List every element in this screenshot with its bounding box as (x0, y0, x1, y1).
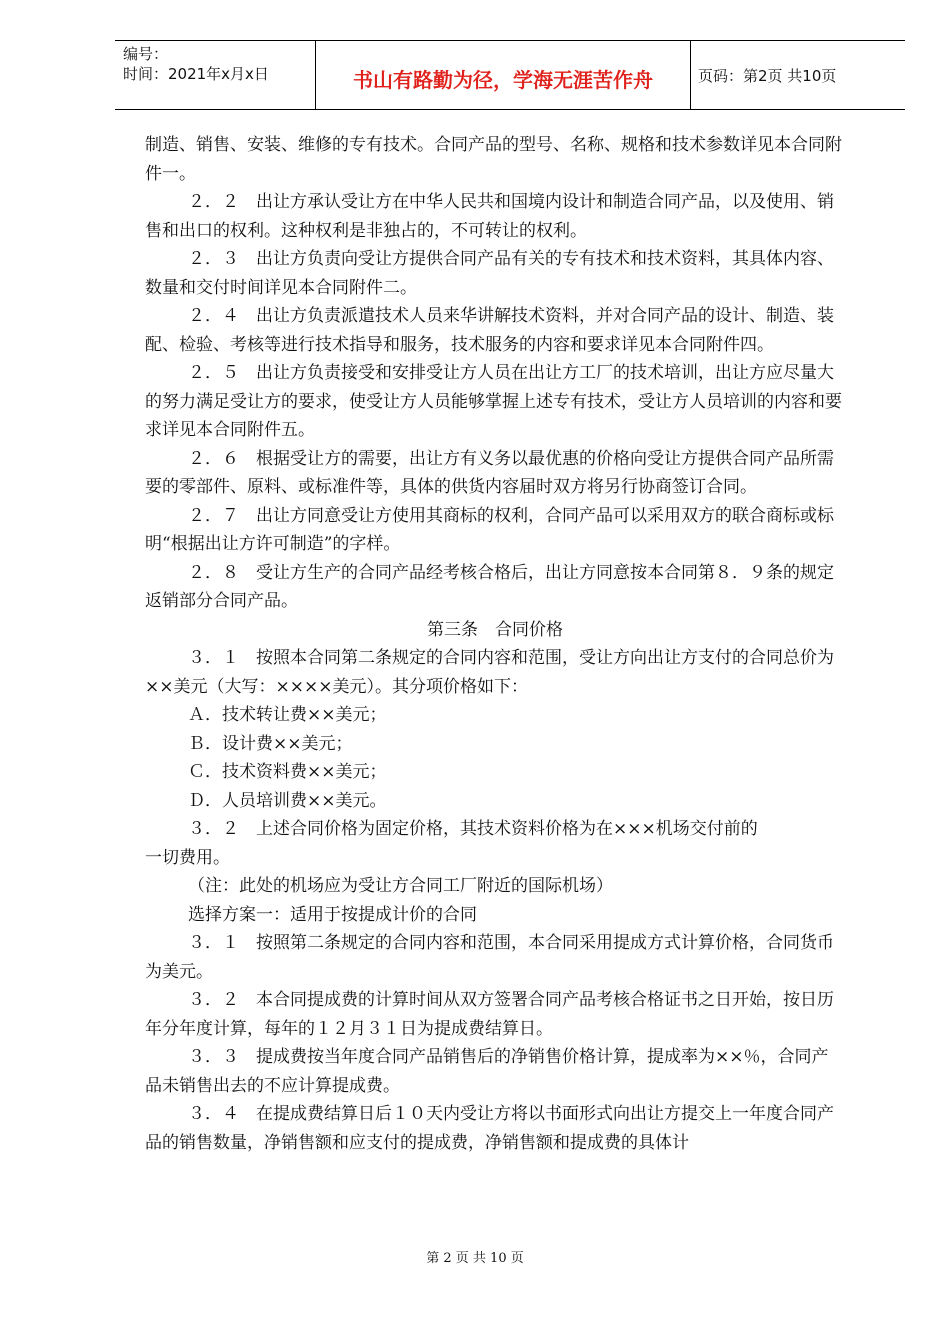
document-time-label: 时间：2021年x月x日 (123, 65, 269, 83)
paragraph-continuation: 制造、销售、安装、维修的专有技术。合同产品的型号、名称、规格和技术参数详见本合同附件一。 (145, 135, 842, 184)
clause-2-7: ２．７ 出让方同意受让方使用其商标的权利，合同产品可以采用双方的联合商标或标明“根据出让方许可制造”的字样。 (145, 505, 834, 554)
price-item-b: Ｂ．设计费××美元； (188, 733, 353, 754)
header-motto: 书山有路勤为径，学海无涯苦作舟 (353, 68, 653, 92)
document-body (145, 131, 845, 1157)
price-item-a: Ａ．技术转让费××美元； (188, 705, 387, 725)
page-footer: 第 2 页 共 10 页 (426, 1251, 524, 1266)
clause-2-2: ２．２ 出让方承认受让方在中华人民共和国境内设计和制造合同产品，以及使用、销售和出口的权利。这种权利是非独占的，不可转让的权利。 (145, 192, 834, 241)
option-clause-3-4: ３．４ 在提成费结算日后１０天内受让方将以书面形式向出让方提交上一年度合同产品的销售数量，净销售额和应支付的提成费，净销售额和提成费的具体计 (145, 1104, 834, 1153)
option-one-heading: 选择方案一：适用于按提成计价的合同 (188, 904, 477, 925)
header-meta (115, 41, 315, 109)
option-clause-3-1: ３．１ 按照第二条规定的合同内容和范围，本合同采用提成方式计算价格，合同货币为美元。 (145, 933, 834, 982)
header-page-cell (690, 41, 905, 109)
note-airport: （注：此处的机场应为受让方合同工厂附近的国际机场） (188, 876, 613, 896)
clause-2-4: ２．４ 出让方负责派遣技术人员来华讲解技术资料，并对合同产品的设计、制造、装配、检验、考核等进行技术指导和服务，技术服务的内容和要求详见本合同附件四。 (145, 306, 834, 355)
price-item-d: Ｄ．人员培训费××美元。 (188, 790, 387, 811)
clause-3-1: ３．１ 按照本合同第二条规定的合同内容和范围，受让方向出让方支付的合同总价为××美元（大写：××××美元）。其分项价格如下： (145, 648, 834, 697)
header-table (115, 40, 905, 110)
clause-2-8: ２．８ 受让方生产的合同产品经考核合格后，出让方同意按本合同第８．９条的规定返销部分合同产品。 (145, 562, 834, 611)
option-clause-3-3: ３．３ 提成费按当年度合同产品销售后的净销售价格计算，提成率为××％，合同产品未销售出去的不应计算提成费。 (145, 1047, 829, 1096)
article-3-heading: 第三条 合同价格 (427, 619, 563, 640)
clause-2-5: ２．５ 出让方负责接受和安排受让方人员在出让方工厂的技术培训，出让方应尽量大的努力满足受让方的要求，使受让方人员能够掌握上述专有技术，受让方人员培训的内容和要求详见本合同附件五。 (145, 363, 842, 440)
option-clause-3-2: ３．２ 本合同提成费的计算时间从双方签署合同产品考核合格证书之日开始，按日历年分年度计算，每年的１２月３１日为提成费结算日。 (145, 990, 834, 1039)
document-number-label: 编号： (123, 45, 169, 63)
header-motto-cell (315, 41, 691, 109)
clause-2-3: ２．３ 出让方负责向受让方提供合同产品有关的专有技术和技术资料，其具体内容、数量和交付时间详见本合同附件二。 (145, 249, 834, 298)
header-page-number: 页码：第2页 共10页 (698, 67, 837, 85)
price-item-c: Ｃ．技术资料费××美元； (188, 762, 387, 782)
clause-2-6: ２．６ 根据受让方的需要，出让方有义务以最优惠的价格向受让方提供合同产品所需要的零部件、原料、或标准件等，具体的供货内容届时双方将另行协商签订合同。 (145, 448, 834, 497)
clause-3-2: ３．２ 上述合同价格为固定价格，其技术资料价格为在×××机场交付前的 一切费用。 (145, 819, 758, 868)
